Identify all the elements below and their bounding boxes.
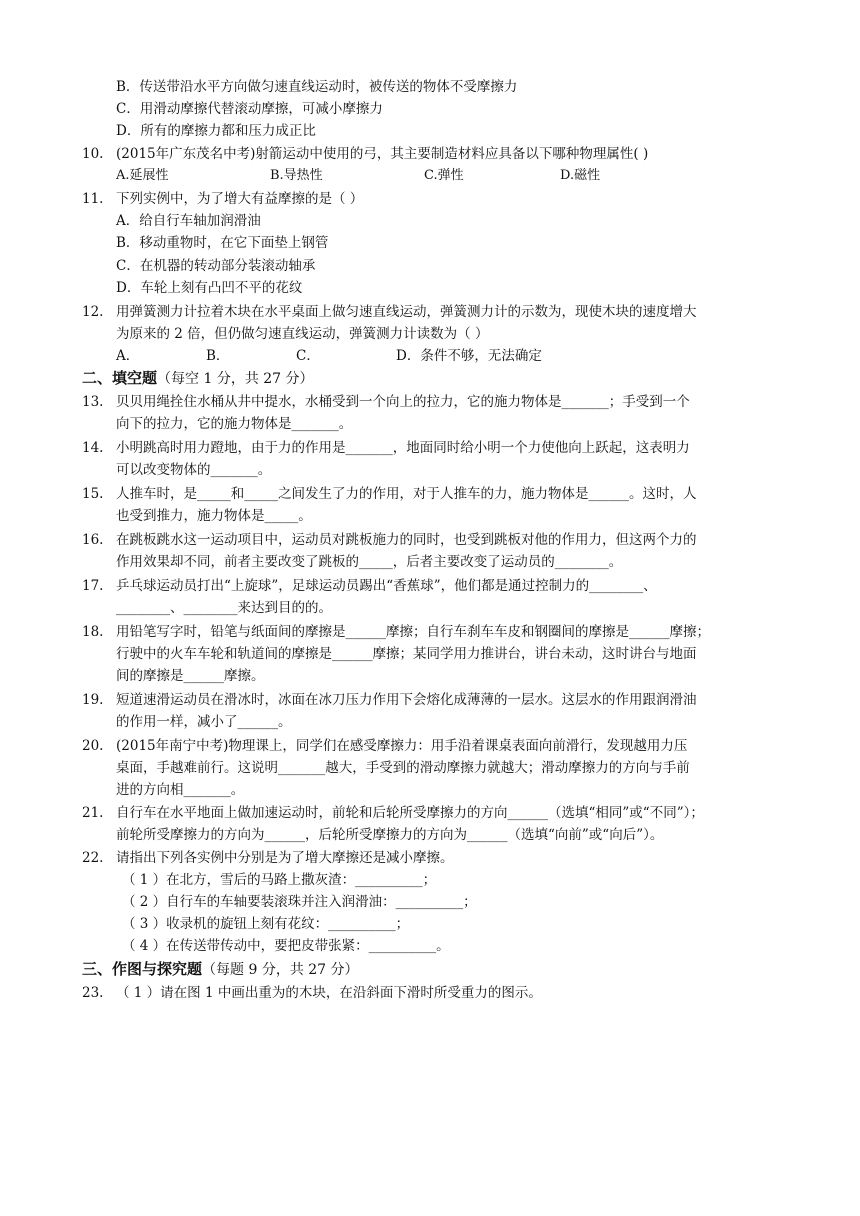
question-number: 20. (82, 738, 104, 754)
q22-item-3: （ 3 ）收录机的旋钮上刻有花纹：__________； (122, 916, 410, 932)
q9-option-c: C．用滑动摩擦代替滚动摩擦，可减小摩擦力 (116, 101, 383, 117)
q10-option-c: C.弹性 (424, 168, 464, 183)
q12-option-c: C． (296, 348, 320, 364)
q22-item-2: （ 2 ）自行车的车轴要装滚珠并注入润滑油：__________； (122, 894, 477, 910)
question-text: 请指出下列各实例中分别是为了增大摩擦还是减小摩擦。 (116, 850, 454, 866)
question-number: 18. (82, 624, 104, 640)
question-text-line-2: 为原来的 2 倍，但仍做匀速直线运动，弹簧测力计读数为（ ） (116, 326, 489, 342)
question-text-line-1: 短道速滑运动员在滑冰时，冰面在冰刀压力作用下会熔化成薄薄的一层水。这层水的作用跟润滑油 (116, 692, 697, 708)
q12-option-a: A． (116, 348, 140, 364)
question-number: 21. (82, 805, 104, 821)
section-title: 二、填空题 (82, 369, 158, 387)
section-title: 三、作图与探究题 (82, 960, 203, 978)
q11-option-a: A．给自行车轴加润滑油 (116, 213, 261, 229)
q10-option-a: A.延展性 (116, 168, 169, 183)
question-text-line-2: 前轮所受摩擦力的方向为______，后轮所受摩擦力的方向为______（选填“向前”或“向后”）。 (116, 827, 664, 843)
q22-item-1: （ 1 ）在北方，雪后的马路上撒灰渣：__________； (122, 872, 437, 888)
question-text-line-2: 行驶中的火车车轮和轨道间的摩擦是______摩擦；某同学用力推讲台，讲台未动，这时讲台与地面 (116, 646, 697, 662)
q12-option-d: D．条件不够，无法确定 (396, 348, 542, 364)
question-number: 13. (82, 394, 104, 410)
q12-option-b: B． (206, 348, 230, 364)
section-note: （每题 9 分，共 27 分） (202, 962, 359, 978)
question-number: 22. (82, 850, 104, 866)
q22-item-4: （ 4 ）在传送带传动中，要把皮带张紧：__________。 (122, 938, 450, 954)
question-text-line-1: 自行车在水平地面上做加速运动时，前轮和后轮所受摩擦力的方向______（选填“相同”或“不同”）； (116, 805, 704, 821)
question-text-line-3: 间的摩擦是______摩擦。 (116, 668, 265, 684)
question-text-line-1: 用弹簧测力计拉着木块在水平桌面上做匀速直线运动，弹簧测力计的示数为，现使木块的速度增大 (116, 304, 697, 320)
question-text-line-1: (2015年南宁中考)物理课上，同学们在感受摩擦力：用手沿着课桌表面向前滑行，发现越用力压 (116, 738, 688, 754)
q9-option-d: D．所有的摩擦力都和压力成正比 (116, 123, 316, 139)
q9-option-b: B．传送带沿水平方向做匀速直线运动时，被传送的物体不受摩擦力 (116, 79, 518, 95)
question-text-line-2: 也受到推力，施力物体是_____。 (116, 508, 312, 524)
question-number: 10. (82, 146, 104, 162)
section-3-heading (82, 959, 359, 980)
question-number: 12. (82, 304, 104, 320)
question-text-line-3: 进的方向相_______。 (116, 782, 245, 798)
section-2-heading (82, 368, 314, 389)
question-number: 15. (82, 486, 104, 502)
question-text-line-1: 在跳板跳水这一运动项目中，运动员对跳板施力的同时，也受到跳板对他的作用力，但这两个力的 (116, 532, 697, 548)
question-text-line-1: 贝贝用绳拴住水桶从井中提水，水桶受到一个向上的拉力，它的施力物体是_______；手受到一个 (116, 394, 690, 410)
question-text-line-1: 小明跳高时用力蹬地，由于力的作用是_______，地面同时给小明一个力使他向上跃起，这表明力 (116, 440, 690, 456)
question-text-line-2: 向下的拉力，它的施力物体是_______。 (116, 416, 353, 432)
q11-option-c: C．在机器的转动部分装滚动轴承 (116, 258, 316, 274)
question-text-line-1: 用铅笔写字时，铅笔与纸面间的摩擦是______摩擦；自行车刹车车皮和钢圈间的摩擦是______摩擦； (116, 624, 710, 640)
question-text-line-1: 乒乓球运动员打出“上旋球”，足球运动员踢出“香蕉球”，他们都是通过控制力的________、 (116, 578, 657, 594)
question-number: 19. (82, 692, 104, 708)
section-note: （每空 1 分，共 27 分） (157, 371, 314, 387)
question-text-line-2: 桌面，手越难前行。这说明_______越大，手受到的滑动摩擦力就越大；滑动摩擦力的方向与手前 (116, 760, 690, 776)
question-number: 16. (82, 532, 104, 548)
question-number: 14. (82, 440, 104, 456)
q10-option-b: B.导热性 (270, 168, 323, 183)
question-text-line-2: 的作用一样，减小了______。 (116, 714, 292, 730)
question-text: 下列实例中，为了增大有益摩擦的是（ ） (116, 191, 364, 207)
question-text-line-2: ________、________来达到目的的。 (116, 600, 332, 616)
q11-option-d: D．车轮上刻有凸凹不平的花纹 (116, 280, 303, 296)
question-text-line-2: 可以改变物体的_______。 (116, 462, 272, 478)
q11-option-b: B．移动重物时，在它下面垫上钢管 (116, 235, 329, 251)
question-number: 17. (82, 578, 104, 594)
question-text: （ 1 ）请在图 1 中画出重为的木块，在沿斜面下滑时所受重力的图示。 (116, 985, 542, 1001)
question-number: 11. (82, 191, 104, 207)
question-text-line-1: 人推车时，是_____和_____之间发生了力的作用，对于人推车的力，施力物体是______。这时，人 (116, 486, 697, 502)
q10-option-d: D.磁性 (560, 168, 601, 183)
question-text-line-2: 作用效果却不同，前者主要改变了跳板的_____，后者主要改变了运动员的________。 (116, 554, 623, 570)
question-number: 23. (82, 985, 104, 1001)
question-text: (2015年广东茂名中考)射箭运动中使用的弓，其主要制造材料应具备以下哪种物理属性( ) (116, 146, 649, 162)
